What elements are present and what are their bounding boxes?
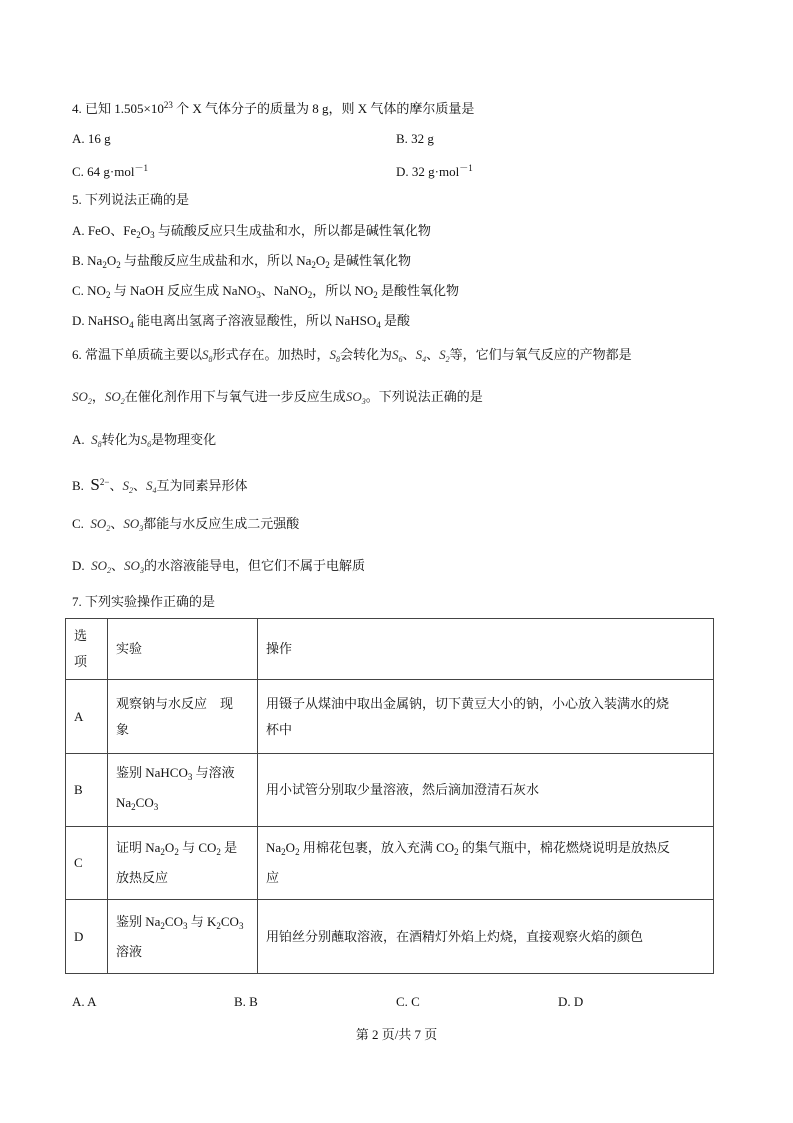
row-option: D [66,900,108,974]
header-option: 选项 [66,619,108,680]
formula-so2: $SO_2$ [72,389,92,406]
formula-s6: $S_6$ [392,347,403,364]
q6-option-b[interactable]: B. $S^{2-}$、$S_2$、$S_4$互为同素异形体 [72,475,248,495]
table-row [66,754,714,827]
q6-option-a[interactable]: A. $S_8$转化为$S_6$是物理变化 [72,432,217,449]
table-row [66,827,714,900]
header-experiment: 实验 [108,619,258,680]
q5-option-a[interactable]: A. FeO、$Fe_2O_3$ 与硫酸反应只生成盐和水，所以都是碱性氧化物 [72,223,431,240]
q6-option-d[interactable]: D. $SO_2$、$SO_3$的水溶液能导电，但它们不属于电解质 [72,558,365,575]
page-footer: 第 2 页/共 7 页 [355,1027,438,1042]
q6-stem-line1: 6. 常温下单质硫主要以$S_8$形式存在。加热时，$S_8$会转化为$S_6$、$S_4$、$S_2$等，它们与氧气反应的产物都是 [72,347,632,364]
formula-s4: $S_4$ [415,347,427,364]
row-operation: $Na_2O_2$ 用棉花包裹，放入充满 $CO_2$ 的集气瓶中，棉花燃烧说明是放热反 应 [258,827,714,900]
q7-answer-b[interactable]: B. B [234,994,258,1009]
table-header-row [66,619,714,680]
q5-option-c[interactable]: C. $NO_2$ 与 NaOH 反应生成 NaNO$_3$、NaNO$_2$，所以 $NO_2$ 是酸性氧化物 [72,283,460,300]
row-option: C [66,827,108,900]
row-experiment: 证明 $Na_2O_2$ 与 $CO_2$ 是 放热反应 [108,827,258,900]
table-row [66,680,714,754]
formula-so3: $SO_3$ [345,389,366,406]
q6-option-c[interactable]: C. $SO_2$、$SO_3$都能与水反应生成二元强酸 [72,516,300,533]
table-row [66,900,714,974]
q4-option-d[interactable]: D. 32 g·mol$^{-1}$ [396,163,473,179]
q5-option-d[interactable]: D. NaHSO$_4$ 能电离出氢离子溶液显酸性，所以 NaHSO$_4$ 是酸 [72,313,410,330]
q5-stem: 5. 下列说法正确的是 [72,192,190,207]
q7-answer-c[interactable]: C. C [396,994,420,1009]
row-operation: 用小试管分别取少量溶液，然后滴加澄清石灰水 [258,754,714,827]
q5-option-b[interactable]: B. $Na_2O_2$ 与盐酸反应生成盐和水，所以 $Na_2O_2$ 是碱性氧化物 [72,253,412,270]
q7-answer-d[interactable]: D. D [558,994,584,1009]
q4-option-c[interactable]: C. 64 g·mol$^{-1}$ [72,163,148,179]
formula-s8: $S_8$ [202,347,213,364]
q7-answer-a[interactable]: A. A [72,994,97,1009]
row-experiment: 鉴别 $Na_2CO_3$ 与 $K_2CO_3$ 溶液 [108,900,258,974]
formula-s2: $S_2$ [439,347,450,364]
q4-option-b[interactable]: B. 32 g [396,131,434,146]
q6-stem-line2: $SO_2$，$SO_2$在催化剂作用下与氧气进一步反应生成$SO_3$。下列说法正确的是 [72,389,483,406]
row-option: A [66,680,108,754]
row-experiment: 鉴别 NaHCO$_3$ 与溶液 $Na_2CO_3$ [108,754,258,827]
formula-s8: $S_8$ [329,347,341,364]
row-operation: 用铂丝分别蘸取溶液，在酒精灯外焰上灼烧，直接观察火焰的颜色 [258,900,714,974]
q4-option-a[interactable]: A. 16 g [72,131,111,146]
header-operation: 操作 [258,619,714,680]
q7-stem: 7. 下列实验操作正确的是 [72,594,216,609]
row-experiment: 观察钠与水反应 现 象 [108,680,258,754]
row-option: B [66,754,108,827]
formula-so2: $SO_2$ [104,389,125,406]
q7-experiment-table [65,618,714,974]
q4-stem: 4. 已知 $1.505\times 10^{23}$ 个 X 气体分子的质量为 8 g，则 X 气体的摩尔质量是 [72,100,475,116]
row-operation: 用镊子从煤油中取出金属钠，切下黄豆大小的钠，小心放入装满水的烧 杯中 [258,680,714,754]
